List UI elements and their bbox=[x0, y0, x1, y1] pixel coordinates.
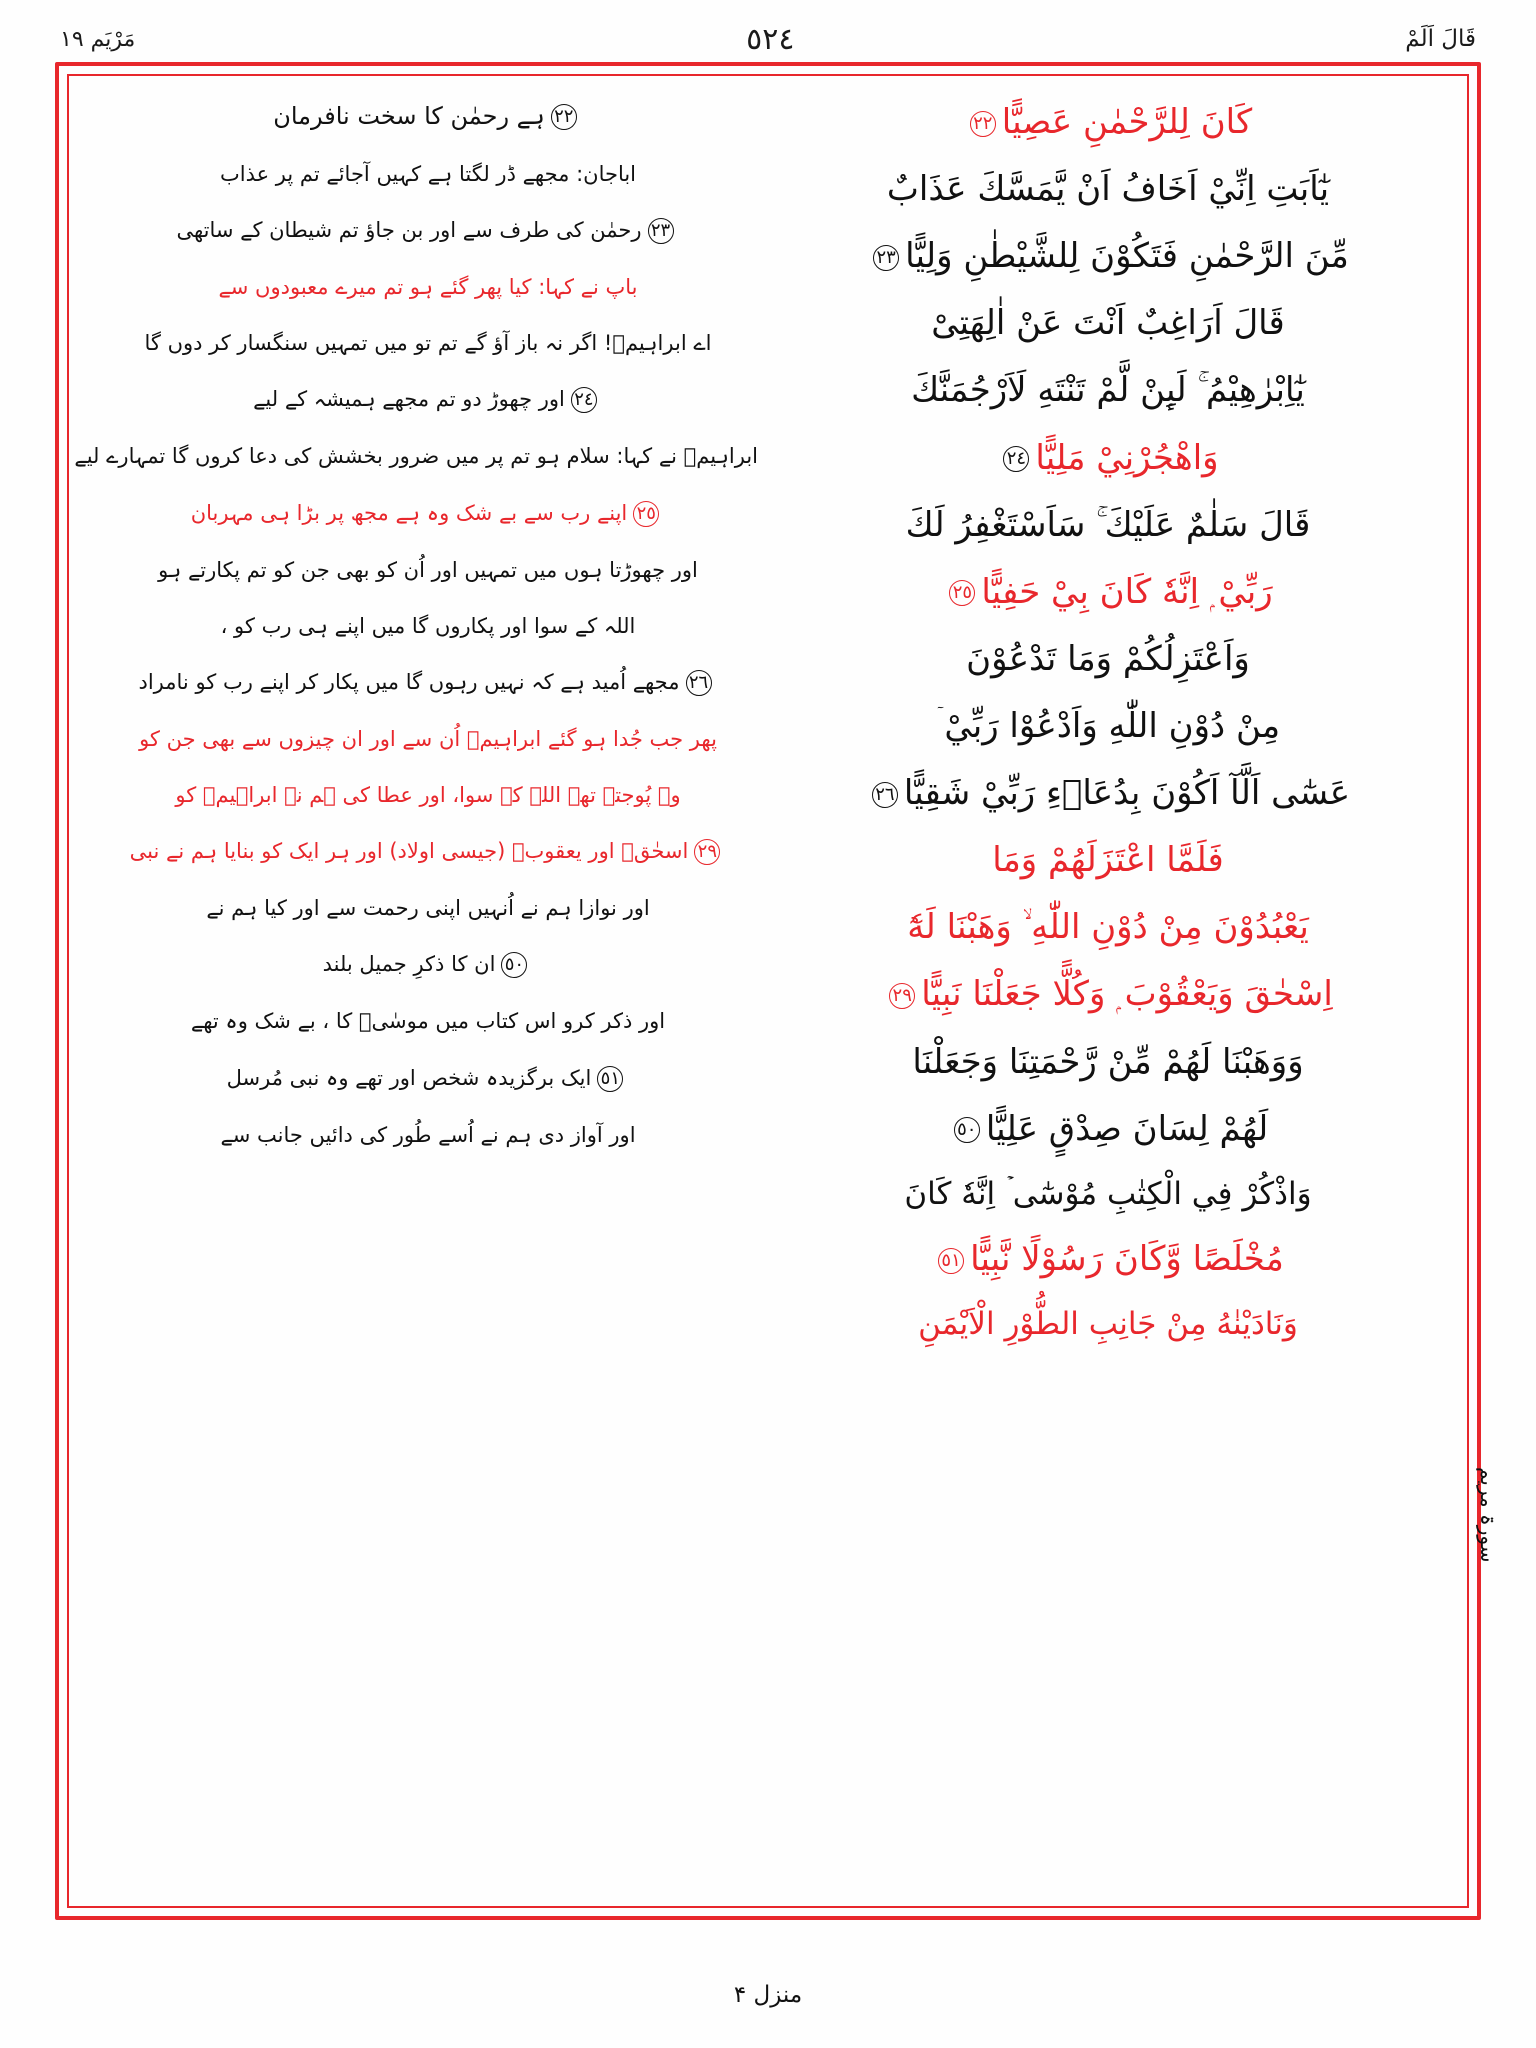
surah-title-right: قَالَ اَلَمْ bbox=[1405, 26, 1476, 53]
arabic-line: قَالَ سَلٰمٌ عَلَيْكَ ۚ سَاَسْتَغْفِرُ لَكَ bbox=[905, 504, 1311, 545]
urdu-line: ٢٩اسحٰقؑ اور یعقوبؑ (جیسی اولاد) اور ہر ایک کو بنایا ہم نے نبی bbox=[98, 839, 758, 865]
ayah-marker: ٢٢ bbox=[551, 104, 577, 130]
urdu-line: باپ نے کہا: کیا پھر گئے ہو تم میرے معبودوں سے bbox=[218, 274, 638, 299]
ayah-marker: ٢٢ bbox=[970, 111, 996, 137]
urdu-line: ٢٤اور چھوڑ دو تم مجھے ہمیشہ کے لیے bbox=[98, 387, 758, 413]
ayah-marker: ٥٠ bbox=[501, 952, 527, 978]
margin-note-text: سورۃ مریم bbox=[1476, 1467, 1500, 1563]
urdu-line: پھر جب جُدا ہو گئے ابراہیمؑ اُن سے اور ان چیزوں سے بھی جن کو bbox=[139, 726, 717, 751]
ayah-marker: ٢٤ bbox=[571, 387, 597, 413]
arabic-line: مُخْلَصًا وَّكَانَ رَسُوْلًا نَّبِيًّا٥١ bbox=[778, 1239, 1438, 1279]
urdu-column bbox=[74, 88, 768, 1894]
ayah-marker: ٢٥ bbox=[633, 501, 659, 527]
ayah-marker: ٢٤ bbox=[1003, 446, 1029, 472]
arabic-line: يٰٓاِبْرٰهِيْمُ ۚ لَىِٕنْ لَّمْ تَنْتَهِ لَاَرْجُمَنَّكَ bbox=[911, 370, 1305, 411]
arabic-line: وَوَهَبْنَا لَهُمْ مِّنْ رَّحْمَتِنَا وَجَعَلْنَا bbox=[912, 1041, 1304, 1082]
page-footer bbox=[0, 1982, 1536, 2008]
arabic-line: يَعْبُدُوْنَ مِنْ دُوْنِ اللّٰهِ ۙ وَهَبْنَا لَهٗٓ bbox=[907, 907, 1309, 948]
margin-note bbox=[1476, 1440, 1528, 1580]
ayah-marker: ٥١ bbox=[938, 1248, 964, 1274]
urdu-line: ابراہیمؑ نے کہا: سلام ہو تم پر میں ضرور بخشش کی دعا کروں گا تمہارے لیے bbox=[74, 444, 758, 469]
surah-name-left: مَرْیَم ١٩ bbox=[60, 26, 136, 52]
arabic-column bbox=[768, 88, 1456, 1894]
ayah-marker: ٢٩ bbox=[694, 839, 720, 865]
arabic-line: قَالَ اَرَاغِبٌ اَنْتَ عَنْ اٰلِهَتِىْ bbox=[931, 303, 1285, 344]
arabic-line: عَسٰٓى اَلَّآ اَكُوْنَ بِدُعَاۗءِ رَبِّيْ شَقِيًّا٢٦ bbox=[778, 773, 1438, 813]
arabic-line: وَاذْكُرْ فِي الْكِتٰبِ مُوْسٰٓى ۡ اِنَّهٗ كَانَ bbox=[904, 1175, 1312, 1212]
arabic-line: وَاهْجُرْنِيْ مَلِيًّا٢٤ bbox=[778, 438, 1438, 478]
arabic-line: لَهُمْ لِسَانَ صِدْقٍ عَلِيًّا٥٠ bbox=[778, 1109, 1438, 1149]
urdu-line: اے ابراہیمؑ! اگر نہ باز آؤ گے تم تو میں تمہیں سنگسار کر دوں گا bbox=[144, 331, 712, 356]
arabic-line: كَانَ لِلرَّحْمٰنِ عَصِيًّا٢٢ bbox=[778, 102, 1438, 142]
page-header bbox=[60, 18, 1476, 62]
page-number: ٥٢٤ bbox=[746, 22, 795, 57]
urdu-line: اور آواز دی ہم نے اُسے طُور کی دائیں جانب سے bbox=[220, 1122, 636, 1147]
urdu-line: اور نوازا ہم نے اُنہیں اپنی رحمت سے اور کیا ہم نے bbox=[206, 896, 650, 921]
ayah-marker: ٥١ bbox=[597, 1066, 623, 1092]
arabic-line: مِنْ دُوْنِ اللّٰهِ وَاَدْعُوْا رَبِّيْ ۤ bbox=[935, 705, 1281, 746]
urdu-line: ٢٢ہے رحمٰن کا سخت نافرمان bbox=[98, 102, 758, 131]
arabic-line: وَنَادَيْنٰهُ مِنْ جَانِبِ الطُّوْرِ الْاَيْمَنِ bbox=[918, 1306, 1298, 1343]
arabic-line: فَلَمَّا اعْتَزَلَهُمْ وَمَا bbox=[992, 840, 1224, 881]
arabic-line: وَاَعْتَزِلُكُمْ وَمَا تَدْعُوْنَ bbox=[966, 638, 1250, 679]
urdu-line: اور ذکر کرو اس کتاب میں موسٰیؑ کا ، بے شک وہ تھے bbox=[190, 1009, 666, 1034]
urdu-line: اباجان: مجھے ڈر لگتا ہے کہیں آجائے تم پر عذاب bbox=[219, 161, 637, 186]
arabic-line: رَبِّيْ ۭ اِنَّهٗ كَانَ بِيْ حَفِيًّا٢٥ bbox=[778, 572, 1438, 612]
ayah-marker: ٢٣ bbox=[873, 245, 899, 271]
urdu-line: اور چھوڑتا ہوں میں تمہیں اور اُن کو بھی جن کو تم پکارتے ہو bbox=[158, 557, 698, 582]
ayah-marker: ٢٩ bbox=[889, 983, 915, 1009]
arabic-line: مِّنَ الرَّحْمٰنِ فَتَكُوْنَ لِلشَّيْطٰنِ وَلِيًّا٢٣ bbox=[778, 236, 1438, 276]
ayah-marker: ٢٦ bbox=[872, 782, 898, 808]
ayah-marker: ٢٣ bbox=[648, 218, 674, 244]
ayah-marker: ٥٠ bbox=[954, 1117, 980, 1143]
urdu-line: ٢٦مجھے اُمید ہے کہ نہیں رہوں گا میں پکار کر اپنے رب کو نامراد bbox=[98, 670, 758, 696]
arabic-line: اِسْحٰقَ وَيَعْقُوْبَ ۭ وَكُلًّا جَعَلْنَا نَبِيًّا٢٩ bbox=[778, 974, 1438, 1014]
ayah-marker: ٢٦ bbox=[686, 670, 712, 696]
manzil-label: منزل ۴ bbox=[733, 1982, 803, 2008]
ayah-marker: ٢٥ bbox=[949, 580, 975, 606]
urdu-line: ٢٣رحمٰن کی طرف سے اور بن جاؤ تم شیطان کے ساتھی bbox=[98, 218, 758, 244]
arabic-line: يٰٓاَبَتِ اِنِّيْ اَخَافُ اَنْ يَّمَسَّكَ عَذَابٌ bbox=[886, 169, 1330, 210]
urdu-line: ٢٥اپنے رب سے بے شک وہ ہے مجھ پر بڑا ہی مہربان bbox=[98, 501, 758, 527]
urdu-line: اللہ کے سوا اور پکاروں گا میں اپنے ہی رب کو ، bbox=[220, 613, 636, 638]
urdu-line: وہ پُوجتے تھے اللہ کے سوا، اور عطا کی ہم نے ابراہیمؑ کو bbox=[175, 783, 681, 808]
urdu-line: ٥١ایک برگزیدہ شخص اور تھے وہ نبی مُرسل bbox=[98, 1066, 758, 1092]
urdu-line: ٥٠ان کا ذکرِ جمیل بلند bbox=[98, 952, 758, 978]
text-columns bbox=[74, 88, 1456, 1894]
